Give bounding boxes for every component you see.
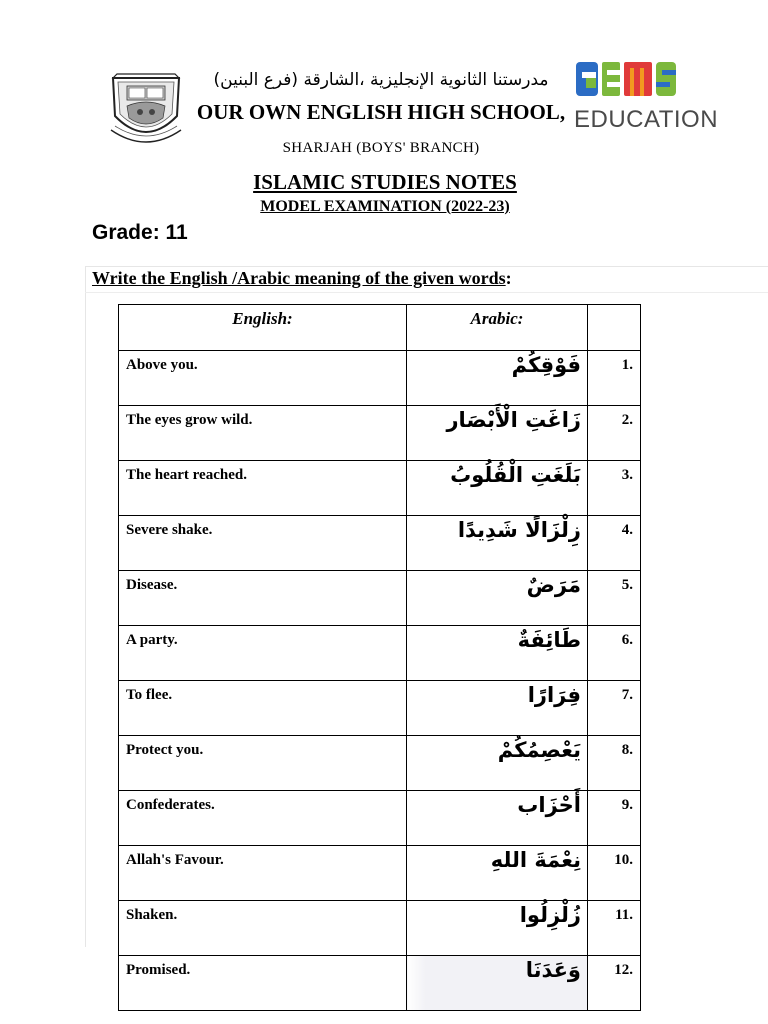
row-number: 12. [588, 956, 641, 1011]
school-name: OUR OWN ENGLISH HIGH SCHOOL, [196, 100, 566, 124]
instruction-colon: : [505, 268, 512, 288]
arabic-word: زِلْزَالًا شَدِيدًا [407, 516, 588, 571]
row-number: 8. [588, 736, 641, 791]
table-row [119, 901, 641, 956]
english-meaning: Shaken. [119, 901, 407, 956]
table-header-row [119, 305, 641, 351]
row-number: 10. [588, 846, 641, 901]
arabic-word: يَعْصِمُكُمْ [407, 736, 588, 791]
table-row [119, 681, 641, 736]
header-arabic: Arabic: [407, 305, 588, 351]
arabic-word: أَحْزَاب [407, 791, 588, 846]
document-title: ISLAMIC STUDIES NOTES [253, 170, 517, 194]
arabic-word: وَعَدَنَا [407, 956, 588, 1011]
instruction [92, 268, 512, 289]
table-row [119, 351, 641, 406]
arabic-word: زُلْزِلُوا [407, 901, 588, 956]
gems-logo-icon [574, 58, 678, 100]
table-row [119, 571, 641, 626]
vocabulary-table [118, 304, 641, 1011]
document-subtitle: MODEL EXAMINATION (2022-23) [260, 198, 510, 215]
table-row [119, 736, 641, 791]
english-meaning: Allah's Favour. [119, 846, 407, 901]
english-meaning: The eyes grow wild. [119, 406, 407, 461]
row-number: 7. [588, 681, 641, 736]
english-meaning: Severe shake. [119, 516, 407, 571]
divider [85, 292, 768, 293]
school-name-arabic: مدرستنا الثانوية الإنجليزية ،الشارقة (فرع البنين) [213, 70, 549, 90]
header-english: English: [119, 305, 407, 351]
gems-education-logo [570, 58, 719, 136]
row-number: 11. [588, 901, 641, 956]
arabic-word: زَاغَتِ الْأَبْصَار [407, 406, 588, 461]
row-number: 6. [588, 626, 641, 681]
english-meaning: The heart reached. [119, 461, 407, 516]
grade-label: Grade: 11 [92, 221, 188, 244]
arabic-word: بَلَغَتِ الْقُلُوبُ [407, 461, 588, 516]
table-row [119, 626, 641, 681]
table-row [119, 791, 641, 846]
instruction-text: Write the English /Arabic meaning of the given words [92, 268, 506, 288]
table-row [119, 516, 641, 571]
row-number: 9. [588, 791, 641, 846]
row-number: 4. [588, 516, 641, 571]
english-meaning: Protect you. [119, 736, 407, 791]
table-row [119, 956, 641, 1011]
arabic-word: مَرَضٌ [407, 571, 588, 626]
table-row [119, 461, 641, 516]
arabic-word: فَوْقِكُمْ [407, 351, 588, 406]
english-meaning: A party. [119, 626, 407, 681]
english-meaning: Above you. [119, 351, 407, 406]
header-number [588, 305, 641, 351]
row-number: 3. [588, 461, 641, 516]
school-crest-icon [105, 68, 187, 150]
school-branch: SHARJAH (BOYS' BRANCH) [282, 140, 480, 156]
row-number: 5. [588, 571, 641, 626]
arabic-word: فِرَارًا [407, 681, 588, 736]
row-number: 2. [588, 406, 641, 461]
english-meaning: To flee. [119, 681, 407, 736]
table-row [119, 846, 641, 901]
arabic-word: نِعْمَةَ اللهِ [407, 846, 588, 901]
english-meaning: Confederates. [119, 791, 407, 846]
table-row [119, 406, 641, 461]
english-meaning: Disease. [119, 571, 407, 626]
row-number: 1. [588, 351, 641, 406]
arabic-word: طَائِفَةٌ [407, 626, 588, 681]
education-label: EDUCATION [574, 106, 719, 133]
english-meaning: Promised. [119, 956, 407, 1011]
